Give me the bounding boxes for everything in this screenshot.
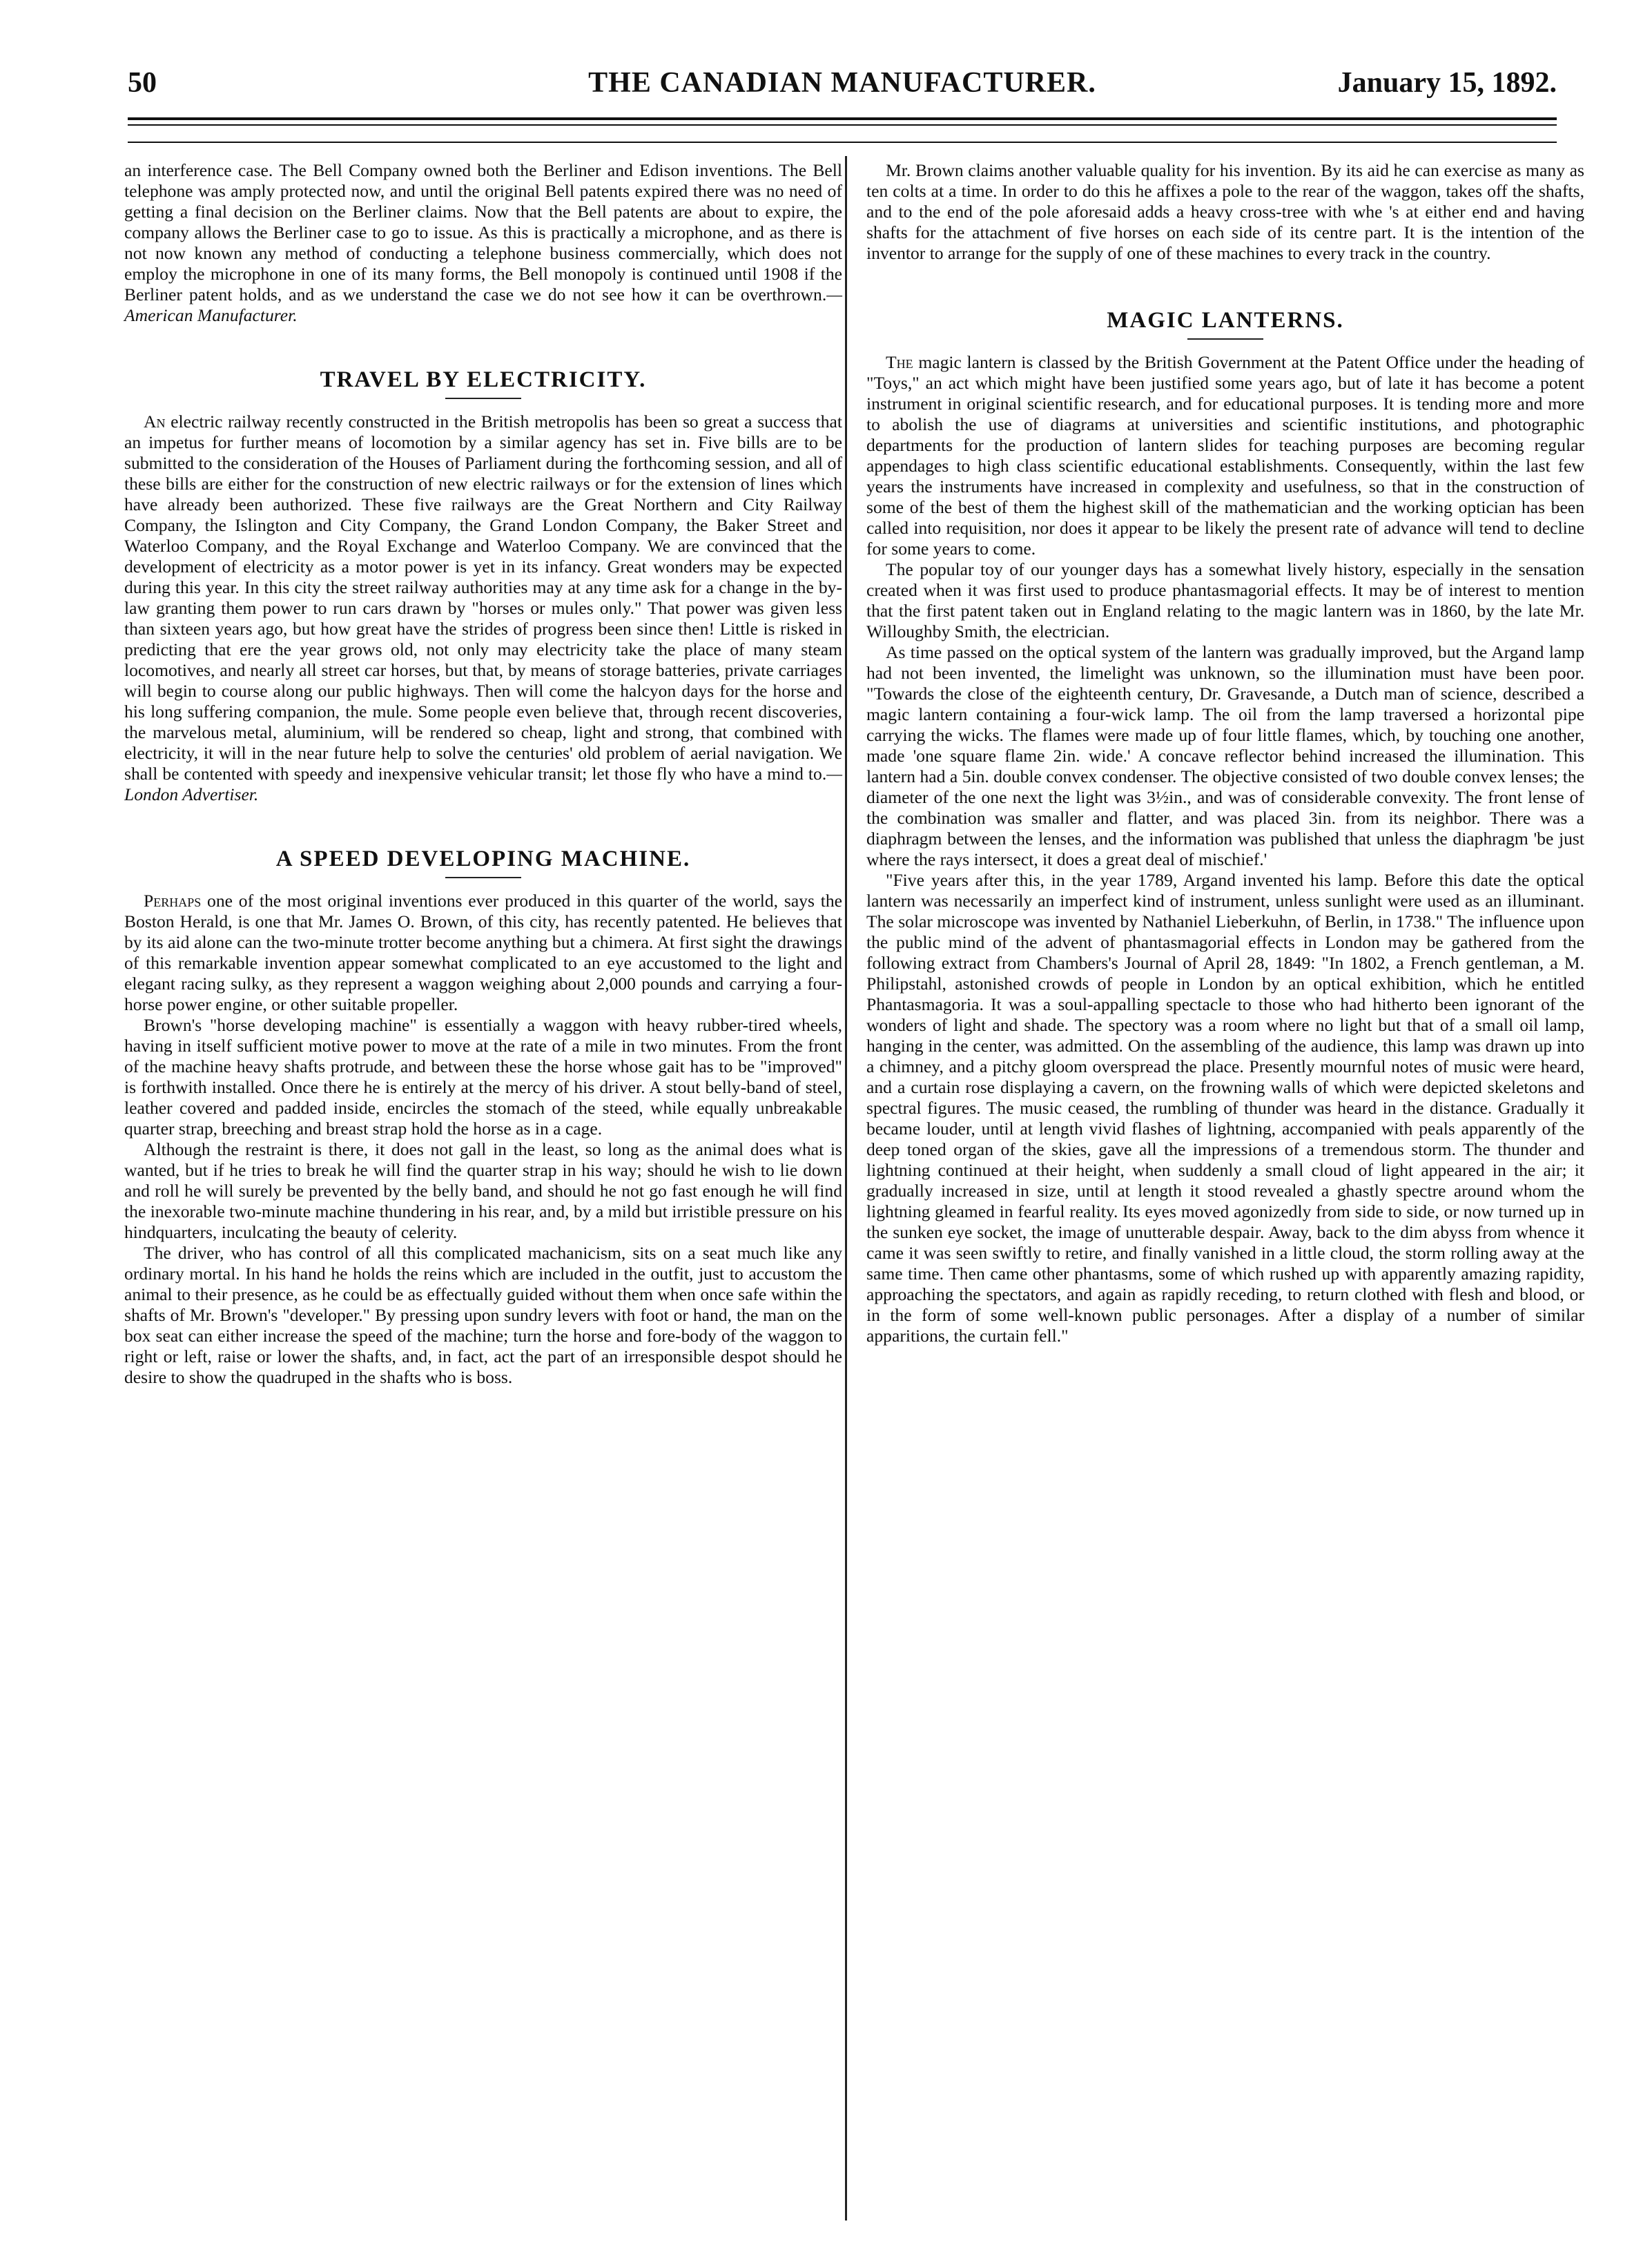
left-column bbox=[124, 160, 842, 1388]
page-number: 50 bbox=[128, 67, 157, 99]
magic-heading: MAGIC LANTERNS. bbox=[1107, 308, 1344, 333]
speed-heading: A SPEED DEVELOPING MACHINE. bbox=[275, 846, 691, 871]
speed-lead: Perhaps bbox=[144, 891, 202, 911]
publication-title: THE CANADIAN MANUFACTURER. bbox=[588, 67, 1096, 99]
speed-paragraph-3: Although the restraint is there, it does not gall in the least, so long as the animal does what is wanted, but if he tries to break he will find the quarter strap in his way; should he wish to lie down and roll he will surely be prevented by the belly band, and should he not go fast enough he will find the inexorable two-minute machine thundering in his rear, and, by a mild but irristible pressure on his hindquarters, inculcating the beauty of celerity. bbox=[124, 1139, 842, 1242]
speed-paragraph-4: The driver, who has control of all this complicated machanicism, sits on a seat much like any ordinary mortal. In his hand he holds the reins which are included in the outfit, just to accustom the animal to their presence, as he could be as effectually guided without them when once safe within the shafts of Mr. Brown's "developer." By pressing upon sundry levers with foot or hand, the man on the box seat can either increase the speed of the machine; turn the horse and fore-body of the waggon to right or left, raise or lower the shafts, and, in fact, act the part of an irresponsible despot should he desire to show the quadruped in the shafts who is boss. bbox=[124, 1243, 842, 1387]
travel-lead: An bbox=[144, 412, 166, 432]
header-rule-thin bbox=[128, 124, 1557, 126]
right-column bbox=[866, 160, 1584, 1346]
travel-body: An electric railway recently constructed in the British metropolis has been so great a success that an impetus for further means of locomotion by a similar agency has set in. Five bills are to be submitted to the consideration of the Houses of Parliament during the forthcoming session, and all of these bills are either for the construction of new electric railways or for the extension of lines which have already been authorized. These five railways are the Great Northern and City Railway Company, the Islington and City Company, the Grand London Company, the Baker Street and Waterloo Company, and the Royal Exchange and Waterloo Company. We are convinced that the development of electricity as a motor power is yet in its infancy. Great wonders may be expected during this year. In this city the street railway authorities may at any time ask for a change in the by-law granting them power to run cars drawn by "horses or mules only." That power was given less than sixteen years ago, but how great have the strides of progress been since then! Little is risked in predicting that ere the year grows old, not only may electricity take the place of many steam locomotives, and nearly all street car horses, but that, by means of storage batteries, private carriages will begin to course along our public highways. Then will come the halcyon days for the horse and his long suffering companion, the mule. Some people even believe that, through recent discoveries, the marvelous metal, aluminium, will be rendered so cheap, light and strong, that combined with electricity, it will in the near future help to solve the centuries' old problem of aerial navigation. We shall be contented with speedy and inexpensive vehicular transit; let those fly who have a mind to.—London Advertiser. bbox=[124, 412, 842, 804]
issue-date: January 15, 1892. bbox=[1337, 67, 1557, 99]
magic-paragraph-1: The magic lantern is classed by the British Government at the Patent Office under the heading of "Toys," an act which might have been justified some years ago, but of late it has become a potent instrument in original scientific research, and for educational purposes. It is tending more and more to abolish the use of diagrams at universities and scientific institutions, and photographic departments for the production of lantern slides for teaching purposes are becoming regular appendages to high class scientific educational establishments. Consequently, within the last few years the instruments have increased in complexity and usefulness, so that in the construction of some of the best of them the highest skill of the mathematician and the working optician has been called into requisition, nor does it appear to be likely the present rate of advance will tend to decline for some years to come. bbox=[866, 352, 1584, 559]
header-rule-lower bbox=[128, 142, 1557, 143]
magic-paragraph-3: As time passed on the optical system of the lantern was gradually improved, but the Argand lamp had not been invented, the limelight was unknown, so the illumination must have been poor. "Towards the close of the eighteenth century, Dr. Gravesande, a Dutch man of science, described a magic lantern containing a four-wick lamp. The oil from the lamp traversed a horizontal pipe carrying the wicks. The flames were made up of four little flames, which, by touching one another, made 'one square flame 2in. wide.' A concave reflector behind increased the illumination. This lantern had a 5in. double convex condenser. The objective consisted of two double convex lenses; the diameter of the one next the light was 3½in., and was of considerable convexity. The front lense of the combination was smaller and flatter, and was placed 3in. from its neighbor. There was a diaphragm between the lenses, and the information was published that unless the diaphragm 'be just where the rays intersect, it does a great deal of mischief.' bbox=[866, 642, 1584, 869]
speed-paragraph-1: Perhaps one of the most original inventions ever produced in this quarter of the world, says the Boston Herald, is one that Mr. James O. Brown, of this city, has recently patented. He believes that by its aid alone can the two-minute trotter become anything but a chimera. At first sight the drawings of this remarkable invention appear somewhat complicated to an eye accustomed to the light and elegant racing sulky, as they represent a waggon weighing about 2,000 pounds and carrying a four-horse power engine, or other suitable propeller. bbox=[124, 891, 842, 1014]
header-rule-thick bbox=[128, 117, 1557, 120]
magic-lead: The bbox=[886, 352, 913, 372]
travel-source: —London Advertiser. bbox=[124, 764, 842, 804]
column-divider bbox=[845, 156, 847, 2221]
speed-paragraph-2: Brown's "horse developing machine" is essentially a waggon with heavy rubber-tired wheels, having in itself sufficient motive power to move at the rate of a mile in two minutes. From the front of the machine heavy shafts protrude, and between these the horse whose gait has to be "improved" is forthwith installed. Once there he is entirely at the mercy of his driver. A stout belly-band of steel, leather covered and padded inside, encircles the stomach of the steed, while equally unbreakable quarter strap, breeching and breast strap hold the horse as in a cage. bbox=[124, 1015, 842, 1139]
magic-paragraph-4: "Five years after this, in the year 1789, Argand invented his lamp. Before this date the optical lantern was necessarily an imperfect kind of instrument, unless sunlight were used as an illuminant. The solar microscope was invented by Nathaniel Lieberkuhn, of Berlin, in 1738." The influence upon the public mind of the advent of phantasmagorial effects in London may be gathered from the following extract from Chambers's Journal of April 28, 1849: "In 1802, a French gentleman, a M. Philipstahl, astonished crowds of people in London by an optical exhibition, which he entitled Phantasmagoria. It was a soul-appalling spectacle to those who had hitherto been ignorant of the wonders of light and shade. The spectory was a room where no light but that of a small oil lamp, hanging in the center, was admitted. On the assembling of the audience, this lamp was drawn up into a chimney, and a pitchy gloom overspread the place. Presently mournful notes of music were heard, and a curtain rose displaying a cavern, on the frowning walls of which were depicted skeletons and spectral figures. The music ceased, the rumbling of thunder was heard in the distance. Gradually it became louder, until at length vivid flashes of lightning, accompanied with peals apparently of the deep toned organ of the skies, gave all the impressions of a tremendous storm. The thunder and lightning continued at their height, when suddenly a small cloud of light appeared in the air; it gradually increased in size, until at length it stood revealed a ghastly spectre around whom the lightning gleamed in fearful reality. Its eyes moved agonizedly from side to side, or now turned up in the sunken eye socket, the image of unutterable despair. Away, back to the dim abyss from whence it came it was seen swiftly to retire, and finally vanished in a little cloud, the storm rolling away at the same time. Then came other phantasms, some of which rushed up with apparently amazing rapidity, approaching the spectators, and again as rapidly receding, to return clothed with flesh and blood, or in the form of some well-known public personages. After a display of a number of similar apparitions, the curtain fell." bbox=[866, 870, 1584, 1346]
speed-article-continued: Mr. Brown claims another valuable quality for his invention. By its aid he can exercise as many as ten colts at a time. In order to do this he affixes a pole to the rear of the waggon, takes off the shafts, and to the end of the pole aforesaid adds a heavy cross-tree with whe 's at either end and having shafts for the attachment of five horses on each side of its centre part. It is the intention of the inventor to arrange for the supply of one of these machines to every track in the country. bbox=[866, 160, 1584, 263]
article-intro-continued: an interference case. The Bell Company owned both the Berliner and Edison inventions. The Bell telephone was amply protected now, and until the original Bell patents expired there was no need of getting a final decision on the Berliner claims. Now that the Bell patents are about to expire, the company allows the Berliner case to go to issue. As this is practically a microphone, and as there is not now known any method of conducting a telephone business commercially, which does not employ the microphone in one of its many forms, the Bell monopoly is continued until 1908 if the Berliner patent holds, and as we understand the case we do not see how it can be overthrown.—American Manufacturer. bbox=[124, 160, 842, 325]
intro-source: —American Manufacturer. bbox=[124, 284, 842, 325]
travel-heading: TRAVEL BY ELECTRICITY. bbox=[320, 367, 647, 392]
magic-paragraph-2: The popular toy of our younger days has a somewhat lively history, especially in the sensation created when it was first used to produce phantasmagorial effects. It may be of interest to mention that the first patent taken out in England relating to the magic lantern was in 1860, by the late Mr. Willoughby Smith, the electrician. bbox=[866, 559, 1584, 641]
page-header bbox=[128, 66, 1557, 108]
